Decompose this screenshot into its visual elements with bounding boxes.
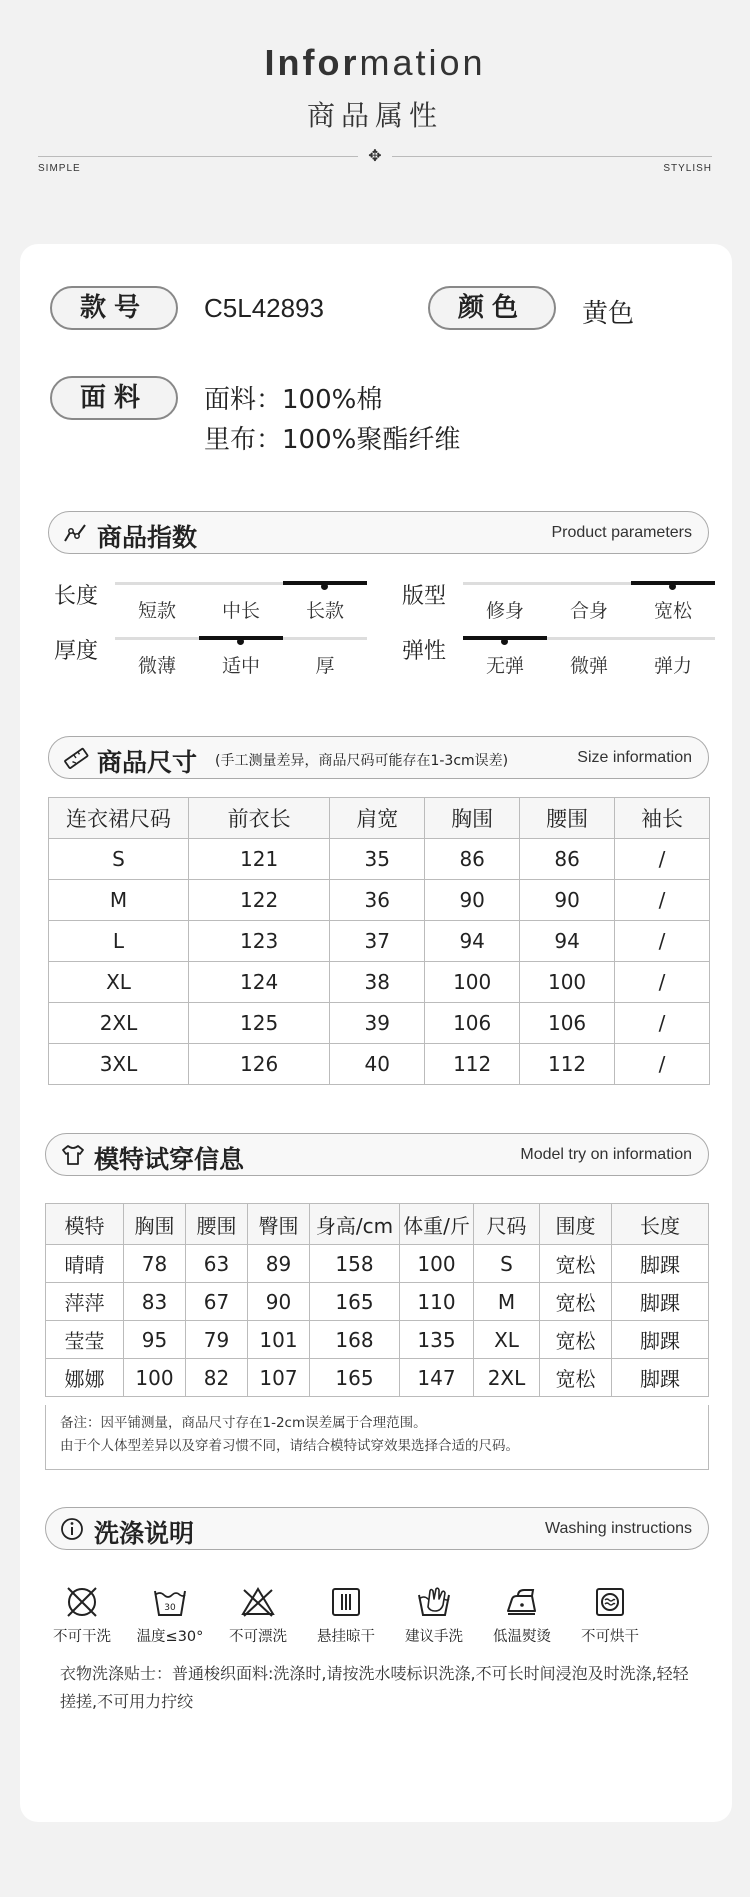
wash-30-mark: 30: [164, 1603, 176, 1613]
table-header-cell: 腰围: [520, 798, 615, 839]
wash-item: [42, 1585, 122, 1646]
fabric-label: 面料: [50, 376, 178, 420]
table-cell: 158: [310, 1245, 400, 1283]
table-row: [46, 1359, 709, 1397]
wash-item: [130, 1585, 210, 1646]
index-label-elasticity: 弹性: [402, 639, 447, 664]
header-divider-right: [392, 156, 712, 157]
section-title: 模特试穿信息: [94, 1145, 245, 1174]
table-cell: 宽松: [540, 1359, 612, 1397]
wash-label: 悬挂晾干: [317, 1629, 375, 1645]
table-cell: 106: [425, 1003, 520, 1044]
section-en: Model try on information: [520, 1146, 692, 1163]
table-cell: 106: [520, 1003, 615, 1044]
wash-label: 温度≤30°: [136, 1629, 204, 1645]
info-icon: [60, 1517, 86, 1541]
table-cell: XL: [49, 962, 189, 1003]
table-cell: /: [615, 839, 710, 880]
table-cell: 100: [520, 962, 615, 1003]
table-cell: 79: [186, 1321, 248, 1359]
table-header-row: [49, 798, 710, 839]
index-option: 修身: [485, 600, 524, 622]
table-header-cell: 臀围: [248, 1204, 310, 1245]
index-option: 适中: [221, 655, 260, 677]
table-cell: 94: [520, 921, 615, 962]
table-cell: 63: [186, 1245, 248, 1283]
no-dry-clean-icon: [64, 1585, 100, 1619]
index-option: 宽松: [653, 600, 692, 622]
fabric-line-2: 里布：100%聚酯纤维: [204, 425, 461, 455]
header-subtitle: 商品属性: [306, 99, 443, 132]
table-row: [49, 1044, 710, 1085]
table-cell: 2XL: [49, 1003, 189, 1044]
section-en: Product parameters: [551, 524, 692, 541]
index-dot: [501, 638, 508, 645]
table-header-cell: 长度: [612, 1204, 709, 1245]
low-iron-icon: [504, 1585, 540, 1619]
wash-label: 不可干洗: [53, 1629, 111, 1645]
section-title: 商品尺寸: [97, 748, 198, 777]
table-cell: 莹莹: [46, 1321, 124, 1359]
table-cell: 100: [124, 1359, 186, 1397]
index-option: 弹力: [653, 655, 692, 677]
section-en: Size information: [577, 749, 692, 766]
model-note: [45, 1405, 709, 1470]
table-row: [49, 880, 710, 921]
no-bleach-icon: [240, 1585, 276, 1619]
header-divider-left: [38, 156, 358, 157]
table-cell: L: [49, 921, 189, 962]
section-title: 商品指数: [97, 523, 198, 552]
cross-icon: ✥: [368, 146, 382, 165]
table-cell: /: [615, 1003, 710, 1044]
table-header-cell: 胸围: [124, 1204, 186, 1245]
table-cell: 165: [310, 1283, 400, 1321]
table-cell: /: [615, 880, 710, 921]
table-cell: 脚踝: [612, 1359, 709, 1397]
table-header-cell: 体重/斤: [400, 1204, 474, 1245]
table-header-cell: 前衣长: [189, 798, 330, 839]
wash-tip: 衣物洗涤贴士：普通梭织面料:洗涤时,请按洗水唛标识洗涤,不可长时间浸泡及时洗涤,轻轻搓搓,不可用力拧绞: [60, 1664, 689, 1711]
index-option: 微薄: [137, 655, 176, 677]
table-cell: 126: [189, 1044, 330, 1085]
table-cell: 122: [189, 880, 330, 921]
table-header-cell: 腰围: [186, 1204, 248, 1245]
table-cell: 112: [520, 1044, 615, 1085]
hand-wash-icon: [416, 1585, 452, 1619]
table-row: [46, 1321, 709, 1359]
table-header-cell: 袖长: [615, 798, 710, 839]
table-cell: 94: [425, 921, 520, 962]
model-note-line-1: 备注：因平铺测量，商品尺寸存在1-2cm误差属于合理范围。: [60, 1415, 427, 1431]
wash-label: 建议手洗: [405, 1629, 463, 1645]
hang-dry-icon: [328, 1585, 364, 1619]
table-cell: 脚踝: [612, 1245, 709, 1283]
header-title: [0, 42, 750, 84]
table-cell: 90: [425, 880, 520, 921]
table-cell: 100: [400, 1245, 474, 1283]
table-header-cell: 模特: [46, 1204, 124, 1245]
table-cell: 112: [425, 1044, 520, 1085]
model-table: [45, 1203, 709, 1397]
index-option: 厚: [315, 655, 335, 677]
table-header-cell: 肩宽: [330, 798, 425, 839]
table-cell: 78: [124, 1245, 186, 1283]
table-cell: 168: [310, 1321, 400, 1359]
table-cell: 67: [186, 1283, 248, 1321]
table-cell: /: [615, 921, 710, 962]
table-cell: 36: [330, 880, 425, 921]
table-row: [46, 1283, 709, 1321]
table-cell: 37: [330, 921, 425, 962]
table-cell: 萍萍: [46, 1283, 124, 1321]
table-cell: 147: [400, 1359, 474, 1397]
wash-item: [482, 1585, 562, 1646]
table-cell: 107: [248, 1359, 310, 1397]
table-cell: 121: [189, 839, 330, 880]
index-label-thickness: 厚度: [54, 639, 99, 664]
table-cell: 125: [189, 1003, 330, 1044]
no-tumble-dry-icon: [592, 1585, 628, 1619]
table-cell: 86: [425, 839, 520, 880]
index-dot: [237, 638, 244, 645]
table-cell: 35: [330, 839, 425, 880]
wash-label: 不可烘干: [581, 1629, 639, 1645]
table-cell: /: [615, 962, 710, 1003]
table-row: [49, 921, 710, 962]
style-no-label: 款号: [50, 286, 178, 330]
table-header-cell: 连衣裙尺码: [49, 798, 189, 839]
wash-item: [306, 1585, 386, 1646]
wash-label: 不可漂洗: [229, 1629, 287, 1645]
table-cell: /: [615, 1044, 710, 1085]
index-option: 无弹: [485, 655, 524, 677]
wash-item: [570, 1585, 650, 1646]
trend-icon: [63, 521, 89, 545]
fabric-line-1: 面料：100%棉: [204, 385, 383, 415]
section-note: (手工测量差异，商品尺码可能存在1-3cm误差): [215, 753, 509, 769]
index-option: 短款: [137, 600, 176, 622]
style-no-value: C5L42893: [204, 293, 324, 323]
table-cell: 83: [124, 1283, 186, 1321]
info-card: [20, 244, 732, 1822]
table-header-cell: 身高/cm: [310, 1204, 400, 1245]
table-cell: 晴晴: [46, 1245, 124, 1283]
table-cell: 38: [330, 962, 425, 1003]
index-dot: [321, 583, 328, 590]
table-cell: 95: [124, 1321, 186, 1359]
section-en: Washing instructions: [544, 1520, 692, 1537]
table-row: [49, 962, 710, 1003]
table-cell: 90: [248, 1283, 310, 1321]
wash-30-icon: [152, 1585, 188, 1619]
header-title-bold: Infor: [264, 42, 360, 83]
table-cell: 101: [248, 1321, 310, 1359]
table-header-row: [46, 1204, 709, 1245]
table-cell: XL: [474, 1321, 540, 1359]
table-cell: 宽松: [540, 1321, 612, 1359]
table-row: [49, 839, 710, 880]
table-cell: 脚踝: [612, 1283, 709, 1321]
shirt-icon: [60, 1143, 86, 1167]
section-washing: [45, 1507, 709, 1550]
index-label-length: 长度: [54, 584, 99, 609]
wash-item: [218, 1585, 298, 1646]
size-table: [48, 797, 710, 1085]
color-label: 颜色: [428, 286, 556, 330]
table-cell: 123: [189, 921, 330, 962]
table-header-cell: 围度: [540, 1204, 612, 1245]
table-header-cell: 尺码: [474, 1204, 540, 1245]
table-cell: M: [474, 1283, 540, 1321]
index-option: 微弹: [569, 655, 608, 677]
table-cell: 124: [189, 962, 330, 1003]
table-cell: 宽松: [540, 1245, 612, 1283]
table-cell: 100: [425, 962, 520, 1003]
table-header-cell: 胸围: [425, 798, 520, 839]
table-cell: 89: [248, 1245, 310, 1283]
header-title-light: mation: [359, 42, 486, 83]
table-cell: 娜娜: [46, 1359, 124, 1397]
table-cell: 3XL: [49, 1044, 189, 1085]
section-size: [48, 736, 709, 779]
table-cell: 90: [520, 880, 615, 921]
table-row: [46, 1245, 709, 1283]
table-cell: 宽松: [540, 1283, 612, 1321]
index-option: 中长: [221, 600, 260, 622]
table-cell: 86: [520, 839, 615, 880]
index-option: 合身: [569, 600, 608, 622]
section-product-index: [48, 511, 709, 554]
table-cell: 39: [330, 1003, 425, 1044]
table-cell: 脚踝: [612, 1321, 709, 1359]
table-cell: 135: [400, 1321, 474, 1359]
section-model: [45, 1133, 709, 1176]
index-option: 长款: [305, 600, 344, 622]
table-cell: 110: [400, 1283, 474, 1321]
header-right-tag: STYLISH: [663, 163, 712, 174]
table-cell: S: [49, 839, 189, 880]
table-row: [49, 1003, 710, 1044]
wash-item: [394, 1585, 474, 1646]
table-cell: 2XL: [474, 1359, 540, 1397]
table-cell: 40: [330, 1044, 425, 1085]
header-left-tag: SIMPLE: [38, 163, 81, 174]
index-label-fit: 版型: [402, 584, 447, 609]
index-dot: [669, 583, 676, 590]
table-cell: 165: [310, 1359, 400, 1397]
table-cell: M: [49, 880, 189, 921]
section-title: 洗涤说明: [94, 1519, 195, 1548]
table-cell: S: [474, 1245, 540, 1283]
wash-label: 低温熨烫: [493, 1629, 551, 1645]
table-cell: 82: [186, 1359, 248, 1397]
ruler-icon: [63, 746, 89, 770]
model-note-line-2: 由于个人体型差异以及穿着习惯不同，请结合模特试穿效果选择合适的尺码。: [60, 1438, 519, 1454]
color-value: 黄色: [582, 299, 635, 329]
